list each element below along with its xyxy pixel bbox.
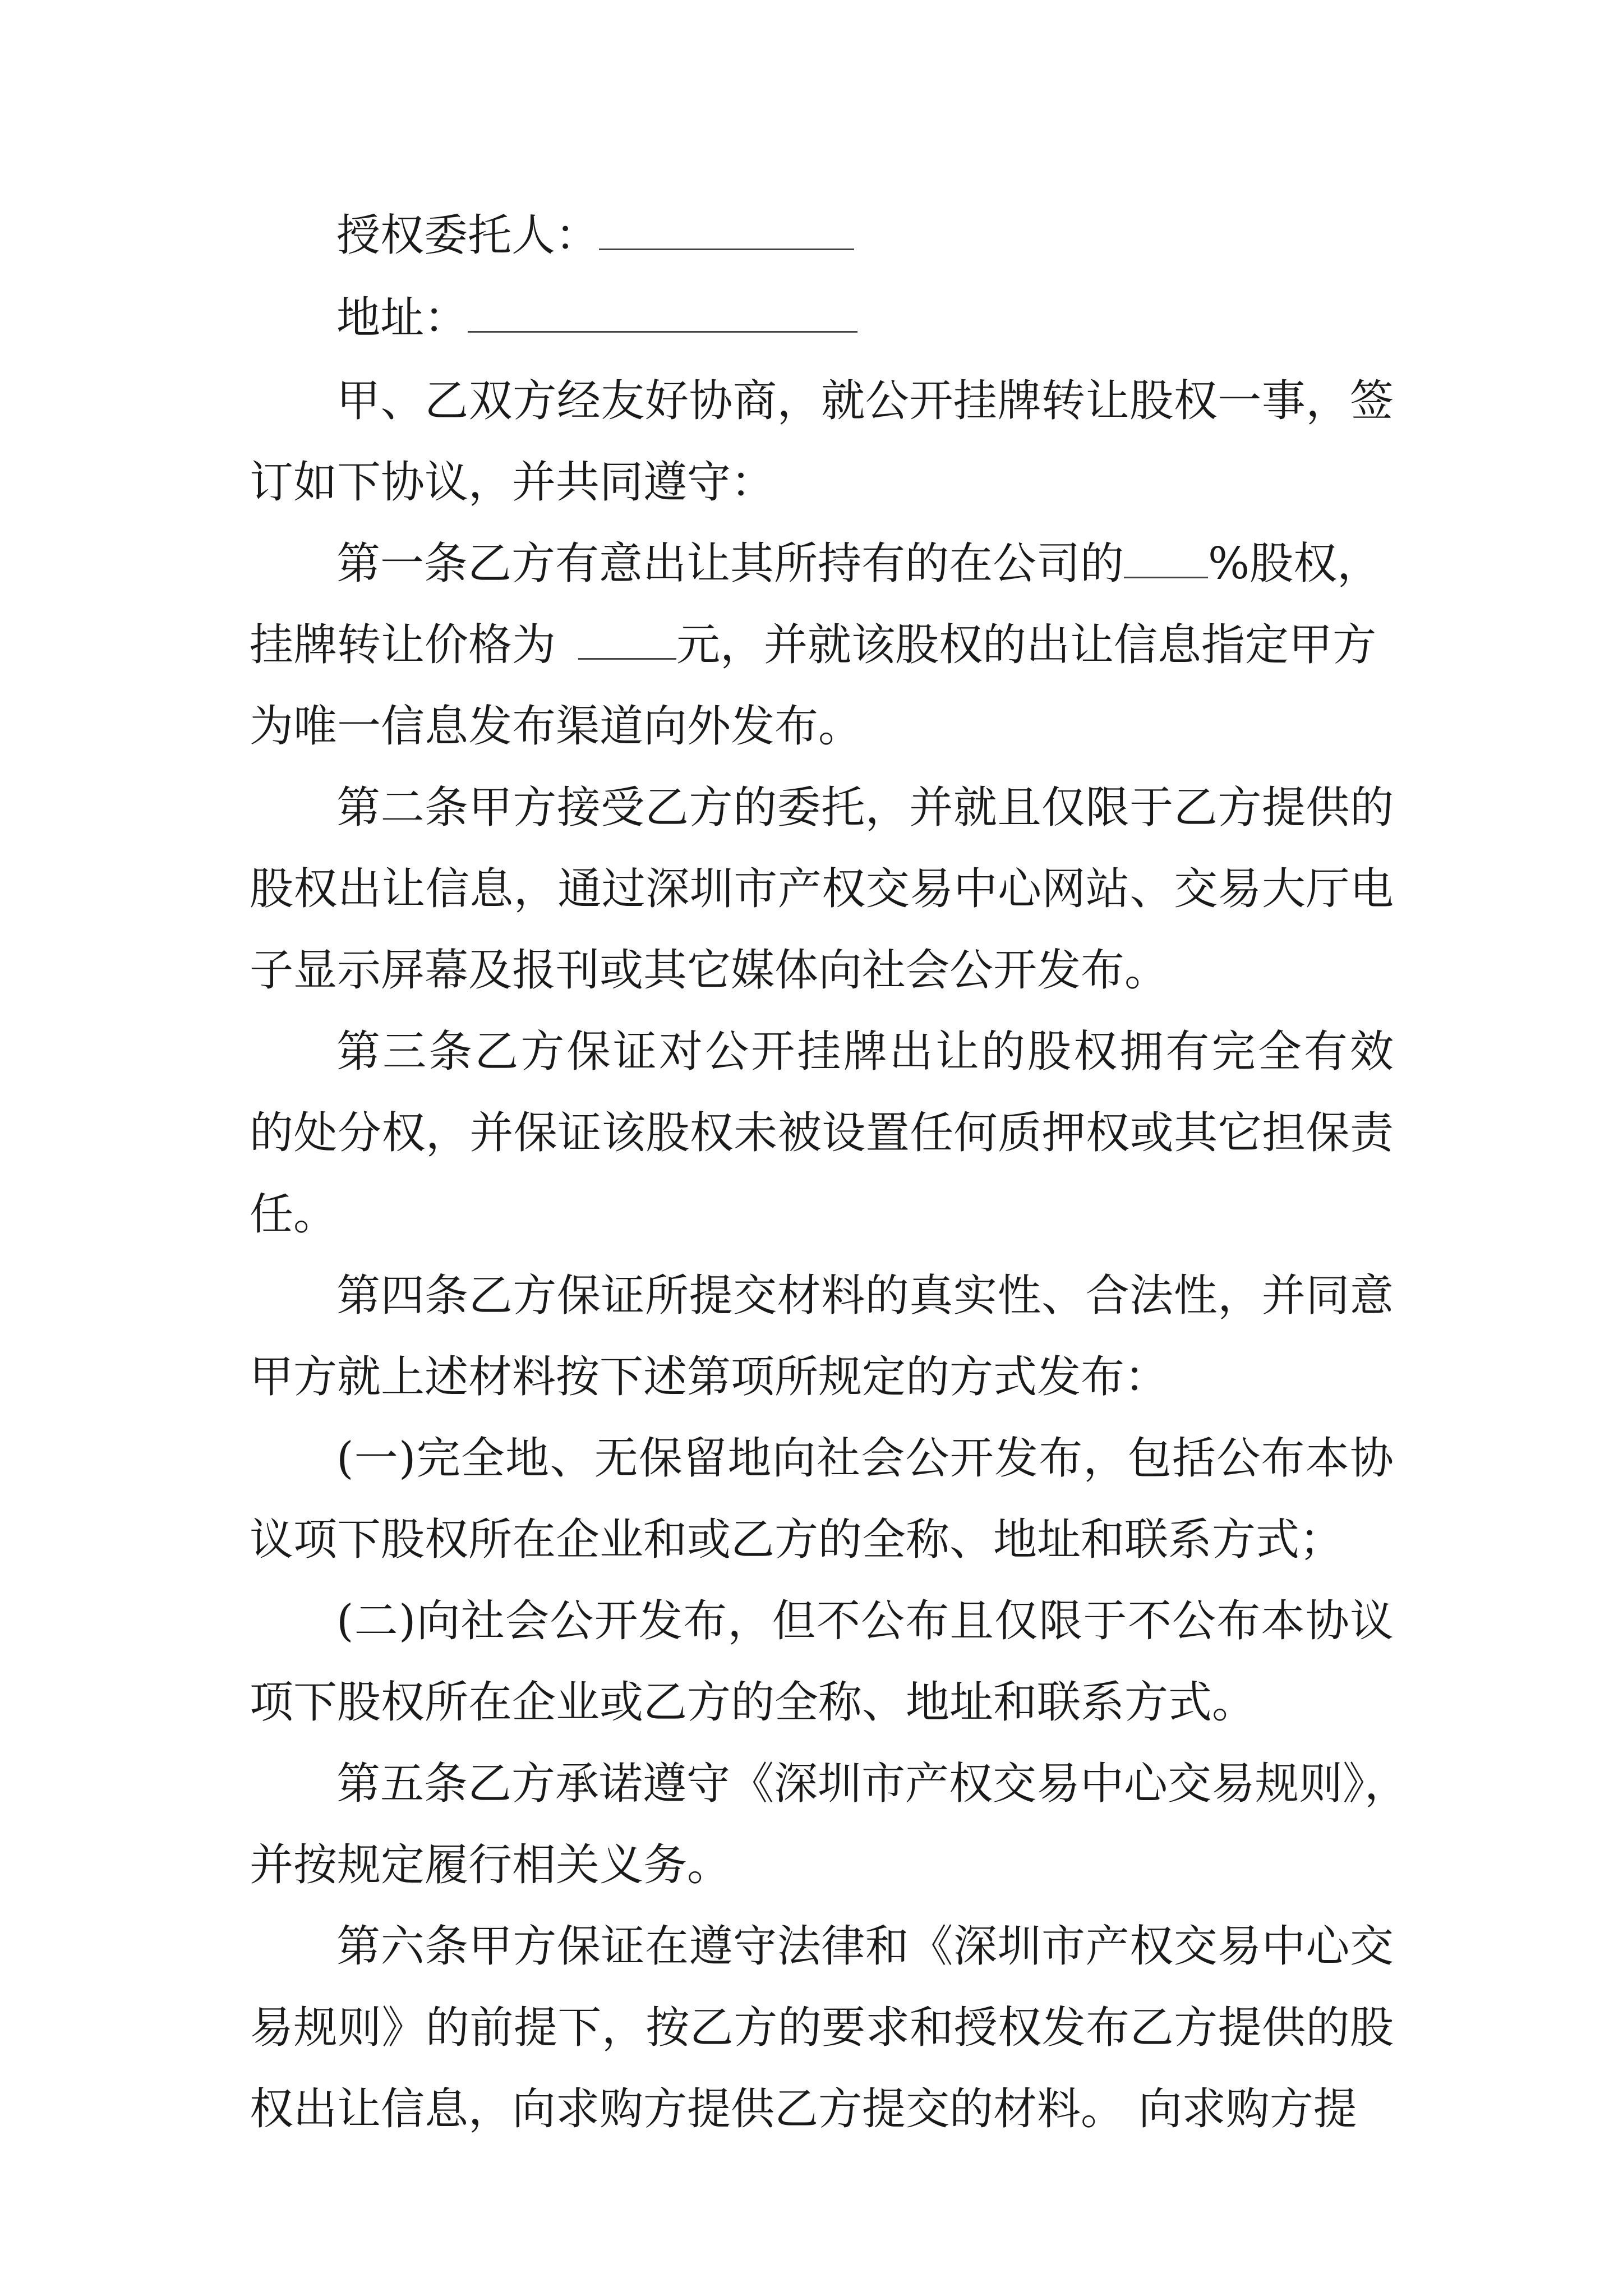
article6-line-2: 易规则》的前提下，按乙方的要求和授权发布乙方提供的股 <box>250 2003 1394 2053</box>
article1-line-2 <box>250 603 1394 687</box>
percent-blank <box>1124 537 1208 578</box>
address-field <box>336 276 1394 360</box>
article6-line-3: 权出让信息，向求购方提供乙方提交的材料。 向求购方提 <box>250 2084 1357 2134</box>
article4-item2-line-1: (二)向社会公开发布，但不公布且仅限于不公布本协议 <box>336 1596 1394 1646</box>
agent-label: 授权委托人： <box>336 210 600 261</box>
article1-line-3: 为唯一信息发布渠道向外发布。 <box>250 701 863 752</box>
intro-line-2: 订如下协议，并共同遵守： <box>250 457 775 508</box>
price-blank <box>578 619 676 660</box>
article1-line-1 <box>336 522 1394 606</box>
article2-line-1: 第二条甲方接受乙方的委托，并就且仅限于乙方提供的 <box>336 783 1394 833</box>
address-blank <box>468 292 857 333</box>
address-label: 地址： <box>336 293 468 343</box>
article4-item1-line-1: (一)完全地、无保留地向社会公开发布，包括公布本协 <box>336 1433 1394 1484</box>
article1-text-d: 元，并就该股权的出让信息指定甲方 <box>676 620 1377 670</box>
article1-text-a: 第一条乙方有意出让其所持有的在公司的 <box>336 539 1124 589</box>
article5-line-1: 第五条乙方承诺遵守《深圳市产权交易中心交易规则》， <box>336 1759 1409 1809</box>
agent-blank <box>599 209 854 250</box>
article1-text-b: %股权， <box>1208 539 1381 589</box>
article4-line-2: 甲方就上述材料按下述第项所规定的方式发布： <box>250 1352 1169 1402</box>
article4-item2-line-2: 项下股权所在企业或乙方的全称、地址和联系方式。 <box>250 1677 1256 1728</box>
agent-field <box>336 194 1394 278</box>
article2-line-2: 股权出让信息，通过深圳市产权交易中心网站、交易大厅电 <box>250 864 1394 914</box>
article1-text-c: 挂牌转让价格为 <box>250 620 556 670</box>
article6-line-1: 第六条甲方保证在遵守法律和《深圳市产权交易中心交 <box>336 1921 1394 1972</box>
article5-line-2: 并按规定履行相关义务。 <box>250 1840 731 1890</box>
article4-line-1: 第四条乙方保证所提交材料的真实性、合法性，并同意 <box>336 1271 1394 1321</box>
article4-item1-line-2: 议项下股权所在企业和或乙方的全称、地址和联系方式； <box>250 1515 1344 1565</box>
intro-line-1: 甲、乙双方经友好协商，就公开挂牌转让股权一事，签 <box>336 376 1394 426</box>
article3-line-2: 的处分权，并保证该股权未被设置任何质押权或其它担保责 <box>250 1108 1394 1158</box>
article3-line-3: 任。 <box>250 1189 338 1240</box>
article2-line-3: 子显示屏幕及报刊或其它媒体向社会公开发布。 <box>250 945 1169 996</box>
article3-line-1: 第三条乙方保证对公开挂牌出让的股权拥有完全有效 <box>336 1027 1394 1077</box>
